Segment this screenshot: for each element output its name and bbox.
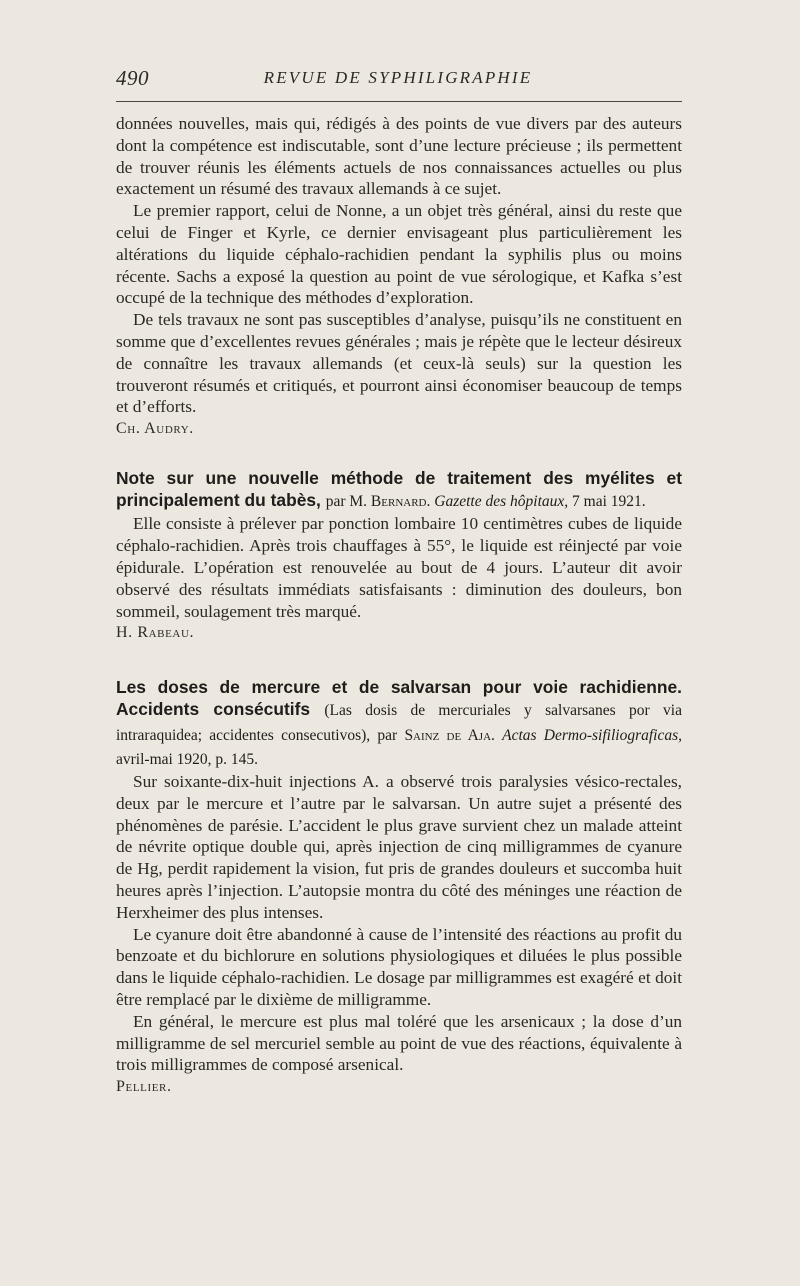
article-2-journal: Actas Dermo-sifiliograficas,	[502, 726, 682, 744]
article-2-title: Les doses de mercure et de salvarsan pour voie rachidienne. Accidents consécutifs	[116, 677, 682, 720]
signature-audry: Ch. Audry.	[116, 420, 194, 438]
article-2-date: avril-mai 1920, p. 145.	[116, 750, 259, 768]
article-2-paragraph-1: Sur soixante-dix-huit injections A. a observé trois paralysies vésico-rectales, deux par le mercure et l’autre par le salvarsan. Un autre sujet a présenté des phénomènes de parésie. L’accident le plus grave survient chez un malade atteint de névrite optique double qui, après injection de cinq milligrammes de cyanure de Hg, perdit rapidement la vision, fut pris de grandes douleurs et succomba huit heures après l’injection. L’autopsie montra du côté des méninges une réaction de Herxheimer des plus intenses.	[116, 771, 682, 922]
article-2-paragraph-3: En général, le mercure est plus mal toléré que les arsenicaux ; la dose d’un milligramme de sel mercuriel semble au point de vue des réactions, équivalente à trois milligrammes de composé arsenical.	[116, 1011, 682, 1075]
page-header	[116, 66, 680, 96]
article-2-heading	[116, 676, 682, 771]
article-1-title: Note sur une nouvelle méthode de traitement des myélites et principalement du tabès,	[116, 467, 682, 511]
article-1-by: par M.	[325, 493, 368, 511]
article-1-paragraph-1: Elle consiste à prélever par ponction lombaire 10 centimètres cubes de liquide céphalo-rachidien. Après trois chauffages à 55°, le liquide est réinjecté par voie épidurale. L’opération est renouvelée au bout de 4 jours. L’auteur dit avoir observé des résultats immédiats satisfaisants : diminution des douleurs, bon sommeil, soulagement très marqué.	[116, 514, 682, 621]
intro-paragraph-2: Le premier rapport, celui de Nonne, a un objet très général, ainsi du reste que celui de Finger et Kyrle, ce dernier envisageant plus particulièrement les altérations du liquide céphalo-rachidien pendant la syphilis plus ou moins récente. Sachs a exposé la question au point de vue sérologique, et Kafka s’est occupé de la technique des méthodes d’exploration.	[116, 201, 682, 308]
header-rule	[116, 101, 682, 102]
section-gap	[116, 644, 682, 676]
signature-rabeau	[116, 622, 682, 644]
signature-pellier	[116, 1076, 682, 1098]
article-1-author: Bernard.	[370, 493, 431, 511]
article-1-heading	[116, 467, 682, 513]
signature-pellier-text: Pellier.	[116, 1078, 172, 1096]
signature-rabeau-text: H. Rabeau.	[116, 624, 195, 642]
intro-paragraph-1: données nouvelles, mais qui, rédigés à des points de vue divers par des auteurs dont la compétence est indiscutable, sont d’une lecture précieuse ; ils permettent de trouver réunis les éléments actuels de nos connaissances actuelles ou plus exactement un résumé des travaux allemands à ce sujet.	[116, 114, 682, 199]
article-2-paragraph-2: Le cyanure doit être abandonné à cause de l’intensité des réactions au profit du benzoate et du bichlorure en solutions physiologiques et diluées le plus possible dans le liquide céphalo-rachidien. Le dosage par milligrammes est exagéré et doit être remplacé par le dixième de milligramme.	[116, 924, 682, 1009]
article-1-date: 7 mai 1921.	[572, 493, 646, 511]
article-1-journal: Gazette des hôpitaux,	[434, 493, 569, 511]
article-2-author: Sainz de Aja.	[404, 726, 495, 744]
article-2-spanish-title: (Las dosis de mercuriales y salvarsanes por via intraraquidea; accidentes consecutivos), par	[116, 702, 682, 744]
section-gap	[116, 440, 682, 467]
article-1-citation	[326, 493, 646, 510]
running-title: REVUE DE SYPHILIGRAPHIE	[263, 68, 533, 87]
page-body	[116, 113, 682, 1098]
intro-paragraph-3: De tels travaux ne sont pas susceptibles d’analyse, puisqu’ils ne constituent en somme que d’excellentes revues générales ; mais je répète que le lecteur désireux de connaître les travaux allemands (et ceux-là seuls) sur la question les trouveront résumés et critiqués, et pourront ainsi économiser beaucoup de temps et d’efforts.	[116, 310, 682, 417]
page-number: 490	[116, 66, 149, 90]
